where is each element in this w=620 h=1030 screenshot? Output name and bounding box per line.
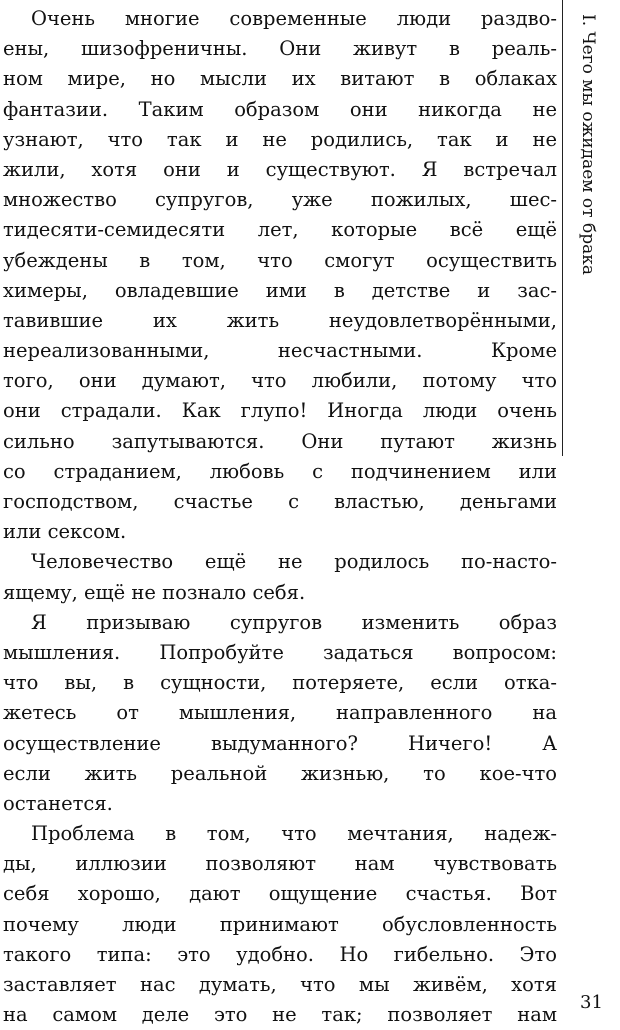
text-line: Я призываю супругов изменить образ bbox=[31, 610, 557, 634]
text-line: если жить реальной жизнью, то кое-что bbox=[3, 761, 557, 785]
text-line: ены, шизофреничны. Они живут в реаль- bbox=[3, 37, 557, 61]
text-line: нереализованными, несчастными. Кроме bbox=[3, 339, 557, 363]
text-line: осуществление выдуманного? Ничего! А bbox=[3, 731, 557, 755]
text-line: Человечество ещё не родилось по-насто- bbox=[31, 550, 557, 574]
text-line: заставляет нас думать, что мы живём, хотя bbox=[3, 973, 557, 996]
text-line: тавившие их жить неудовлетворёнными, bbox=[3, 308, 557, 332]
text-line: того, они думают, что любили, потому что bbox=[3, 369, 557, 393]
running-head: I. Чего мы ожидаем от брака bbox=[578, 14, 598, 275]
paragraph-4 bbox=[0, 819, 560, 1030]
body-text bbox=[0, 4, 560, 1030]
paragraph-2 bbox=[0, 547, 560, 607]
text-line: ды, иллюзии позволяют нам чувствовать bbox=[3, 852, 557, 876]
text-line: Проблема в том, что мечтания, надеж- bbox=[31, 822, 557, 846]
text-line: Очень многие современные люди раздво- bbox=[31, 7, 557, 30]
paragraph-1 bbox=[0, 4, 560, 547]
text-line: убеждены в том, что смогут осуществить bbox=[3, 248, 557, 272]
text-line: тидесяти-семидесяти лет, которые всё ещё bbox=[3, 218, 557, 242]
running-head-rule bbox=[562, 0, 563, 456]
text-line: жили, хотя они и существуют. Я встречал bbox=[3, 157, 557, 181]
text-line: или сексом. bbox=[3, 520, 127, 544]
text-line: химеры, овладевшие ими в детстве и зас- bbox=[3, 278, 557, 302]
text-line: ном мире, но мысли их витают в облаках bbox=[3, 67, 557, 91]
text-line: сильно запутываются. Они путают жизнь bbox=[3, 429, 557, 453]
text-line: на самом деле это не так; позволяет нам bbox=[3, 1003, 557, 1027]
text-line: такого типа: это удобно. Но гибельно. Это bbox=[3, 942, 557, 966]
text-line: множество супругов, уже пожилых, шес- bbox=[3, 188, 557, 212]
text-line: господством, счастье с властью, деньгами bbox=[3, 490, 557, 513]
text-line: узнают, что так и не родились, так и не bbox=[3, 127, 557, 151]
text-line: со страданием, любовь с подчинением или bbox=[3, 459, 557, 483]
text-line: почему люди принимают обусловленность bbox=[3, 912, 557, 936]
paragraph-3 bbox=[0, 608, 560, 819]
text-line: что вы, в сущности, потеряете, если отка- bbox=[3, 671, 557, 695]
text-line: жетесь от мышления, направленного на bbox=[3, 701, 557, 725]
text-line: ящему, ещё не познало себя. bbox=[3, 580, 306, 604]
text-line: останется. bbox=[3, 791, 113, 815]
page-number: 31 bbox=[580, 992, 603, 1013]
text-line: мышления. Попробуйте задаться вопросом: bbox=[3, 640, 557, 664]
text-line: фантазии. Таким образом они никогда не bbox=[3, 97, 557, 121]
text-line: себя хорошо, дают ощущение счастья. Вот bbox=[3, 882, 557, 906]
text-line: они страдали. Как глупо! Иногда люди очень bbox=[3, 399, 557, 423]
